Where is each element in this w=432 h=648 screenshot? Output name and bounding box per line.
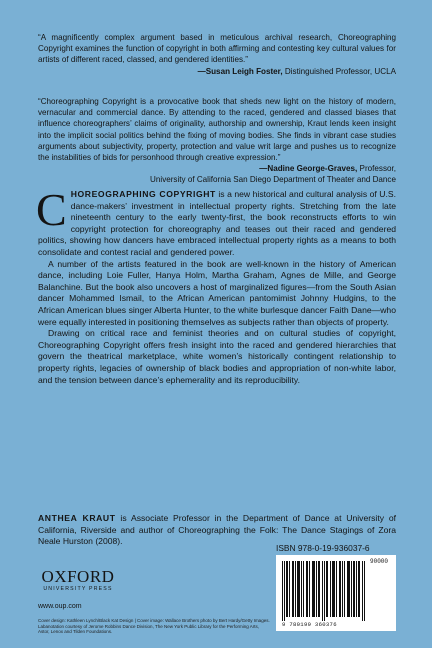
author-bio-text: is Associate Professor in the Department of Dance at University of California, Riverside and author of Choreographing the Folk: The Dance Stagings of Zora Neale Hurston (2008). — [38, 513, 396, 547]
endorsement-foster — [38, 32, 396, 77]
description-p1-text: is a new historical and cultural analysis of U.S. dance-makers’ investment in intellectual property rights. Stretching from the late nineteenth century to the early twenty-first, the book reconstructs efforts to win copyright protection for choreography and teases out their raced and gendered politics, showing how dancers have embraced intellectual property rights as a means to both consolidate and contest racial and gendered power. — [38, 189, 396, 257]
description-paragraph: A number of the artists featured in the book are well-known in the history of American dance, including Loie Fuller, Hanya Holm, Martha Graham, Agnes de Mille, and George Balanchine. But the book also uncovers a host of marginalized figures—from the South Asian dancer Mohammed Ismail, to the African American pantomimist Johnny Hudgins, to the African American blues singer Alberta Hunter, to the white burlesque dancer Faith Dane—who were equally interested in positioning themselves as subjects rather than objects of property. — [38, 258, 396, 327]
description-paragraph: Drawing on critical race and feminist theories and on cultural studies of copyright, Choreographing Copyright offers fresh insight into the raced and gendered hierarchies that govern the theatrical marketplace, white women’s historically contingent relationship to property rights, legacies of ownership of black bodies and appropriation of non-white labor, and the tension between dance’s ephemerality and its reproducibility. — [38, 328, 396, 385]
price-code: 90000 — [370, 558, 389, 565]
endorser-affiliation: Distinguished Professor, UCLA — [282, 66, 396, 76]
publisher-url[interactable]: www.oup.com — [38, 603, 82, 610]
isbn-label: ISBN 978-0-19-936037-6 — [276, 541, 396, 555]
book-title-smallcaps: HOREOGRAPHING COPYRIGHT — [70, 189, 216, 199]
book-description — [36, 184, 396, 386]
publisher-name: OXFORD — [41, 567, 115, 586]
description-paragraph — [36, 184, 396, 259]
endorsement-text: “A magnificently complex argument based in meticulous archival research, Choreographing Copyright examines the function of copyright in both affirming and contesting key cultural values for artists of different raced, classed, and gendered identities.” — [38, 33, 396, 65]
barcode-panel — [276, 541, 396, 631]
endorsement-attribution — [38, 66, 396, 77]
endorsement-george-graves — [38, 96, 396, 186]
endorser-affiliation-line2: University of California San Diego Department of Theater and Dance — [150, 175, 396, 185]
endorsement-attribution — [38, 163, 396, 185]
barcode-digits: 9 780199 360376 — [282, 621, 337, 628]
endorser-name: —Susan Leigh Foster, — [197, 66, 283, 76]
publisher-subtitle: UNIVERSITY PRESS — [43, 586, 113, 592]
author-name: ANTHEA KRAUT — [38, 513, 116, 523]
endorser-name: —Nadine George-Graves, — [259, 164, 358, 174]
endorsement-text: “Choreographing Copyright is a provocative book that sheds new light on the history of modern, vernacular and commercial dance. By attending to the raced, gendered and classed biases that influence choreographers’ claims of originality, authorship and ownership, Kraut lends keen insight into the implicit social politics behind the fixing of moving bodies. She finds in vibrant case studies arguments about subjectivity, property, protection and value writ large and pushes us to recognize the instabilities of bids for personhood through creative expression.” — [38, 97, 396, 163]
oxford-logo — [38, 568, 118, 592]
cover-credits: Cover design: Kathleen Lynch/Black Kat Design | Cover image: Wallace Brothers photo by Bert Hardy/Getty Images. Labanotation courtesy of Jerome Robbins Dance Division, The New York Public Library for the Performing Arts, Astor, Lenox and Tilden Foundations. — [38, 618, 270, 635]
drop-cap: C — [36, 184, 67, 235]
barcode-icon — [282, 561, 366, 621]
endorser-affiliation: Professor, — [357, 164, 396, 174]
